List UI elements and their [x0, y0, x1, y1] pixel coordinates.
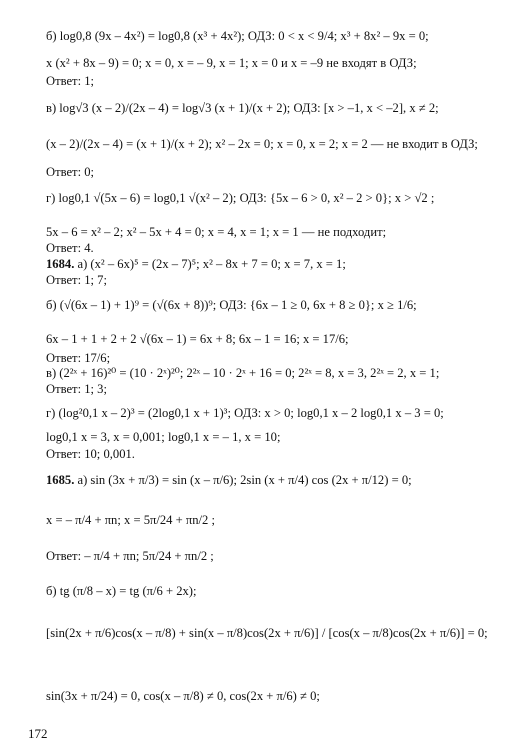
solution-line: Ответ: – π/4 + πn; 5π/24 + πn/2 ; — [46, 549, 214, 563]
solution-line: [sin(2x + π/6)cos(x – π/8) + sin(x – π/8)cos(2x + π/6)] / [cos(x – π/8)cos(2x + π/6)] = 0; — [46, 626, 488, 640]
solution-line: log0,1 x = 3, x = 0,001; log0,1 x = – 1, x = 10; — [46, 430, 281, 444]
solution-line — [46, 256, 495, 272]
solution-line: б) log0,8 (9x – 4x²) = log0,8 (x³ + 4x²); ОДЗ: 0 < x < 9/4; x³ + 8x² – 9x = 0; — [46, 29, 429, 43]
solution-line: Ответ: 0; — [46, 165, 95, 179]
solution-line: 5x – 6 = x² – 2; x² – 5x + 4 = 0; x = 4, x = 1; x = 1 — не подходит; — [46, 225, 387, 239]
solution-line: б) tg (π/8 – x) = tg (π/6 + 2x); — [46, 584, 197, 598]
problem-number: 1684. — [46, 257, 75, 271]
solution-line: Ответ: 1; — [46, 74, 95, 88]
solution-line: (x – 2)/(2x – 4) = (x + 1)/(x + 2); x² – 2x = 0; x = 0, x = 2; x = 2 — не входит в ОДЗ; — [46, 137, 478, 151]
solution-line: в) log√3 (x – 2)/(2x – 4) = log√3 (x + 1)/(x + 2); ОДЗ: [x > –1, x < –2], x ≠ 2; — [46, 101, 439, 115]
solution-line — [46, 472, 495, 488]
solution-line: 6x – 1 + 1 + 2 + 2 √(6x – 1) = 6x + 8; 6x – 1 = 16; x = 17/6; — [46, 332, 349, 346]
problem-text: а) (x² – 6x)⁵ = (2x – 7)⁵; x² – 8x + 7 = 0; x = 7, x = 1; — [74, 257, 346, 271]
page-number: 172 — [28, 726, 48, 741]
solution-line: Ответ: 1; 7; — [46, 273, 107, 287]
solution-line: г) (log²0,1 x – 2)³ = (2log0,1 x + 1)³; ОДЗ: x > 0; log0,1 x – 2 log0,1 x – 3 = 0; — [46, 406, 444, 420]
solution-line: x = – π/4 + πn; x = 5π/24 + πn/2 ; — [46, 513, 215, 527]
solution-line: Ответ: 10; 0,001. — [46, 447, 135, 461]
solution-line: Ответ: 1; 3; — [46, 382, 107, 396]
problem-number: 1685. — [46, 473, 75, 487]
problem-text: а) sin (3x + π/3) = sin (x – π/6); 2sin (x + π/4) cos (2x + π/12) = 0; — [74, 473, 412, 487]
solution-line: в) (2²ˣ + 16)²⁰ = (10 · 2ˣ)²⁰; 2²ˣ – 10 · 2ˣ + 16 = 0; 2²ˣ = 8, x = 3, 2²ˣ = 2, x = 1; — [46, 366, 440, 380]
solution-line: г) log0,1 √(5x – 6) = log0,1 √(x² – 2); ОДЗ: {5x – 6 > 0, x² – 2 > 0}; x > √2 ; — [46, 191, 435, 205]
solution-line: б) (√(6x – 1) + 1)⁹ = (√(6x + 8))⁹; ОДЗ: {6x – 1 ≥ 0, 6x + 8 ≥ 0}; x ≥ 1/6; — [46, 298, 417, 312]
solution-line: x (x² + 8x – 9) = 0; x = 0, x = – 9, x = 1; x = 0 и x = –9 не входят в ОДЗ; — [46, 56, 417, 70]
solution-line: Ответ: 17/6; — [46, 351, 111, 365]
solution-line: sin(3x + π/24) = 0, cos(x – π/8) ≠ 0, cos(2x + π/6) ≠ 0; — [46, 689, 320, 703]
solution-line: Ответ: 4. — [46, 241, 94, 255]
